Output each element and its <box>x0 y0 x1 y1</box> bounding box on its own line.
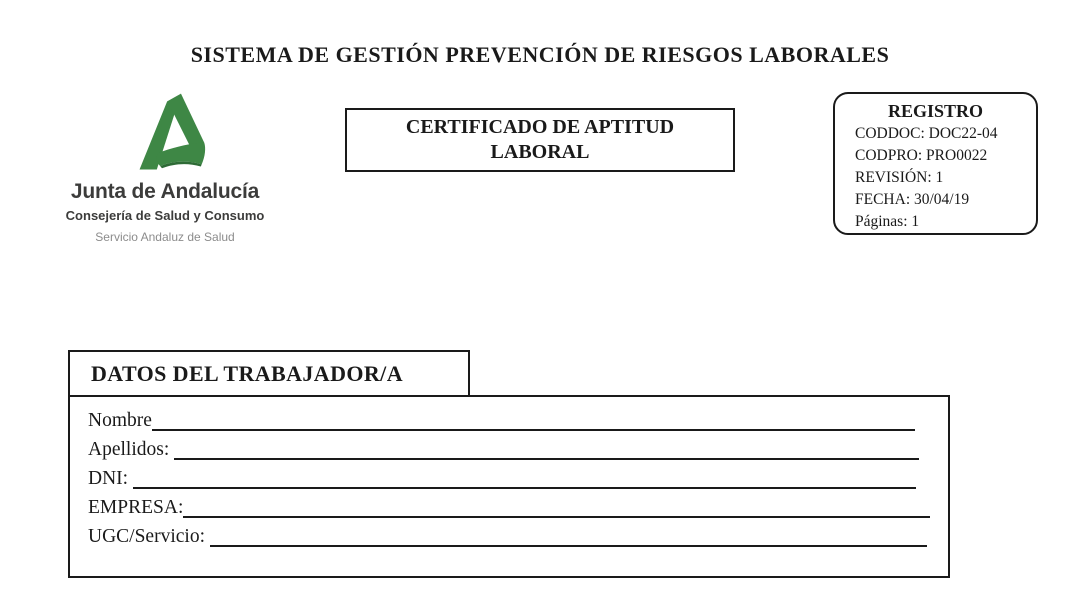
registro-revision: REVISIÓN: 1 <box>855 169 944 186</box>
logo-org-name: Junta de Andalucía <box>70 180 260 203</box>
field-blank-line-apellidos <box>174 435 919 460</box>
field-blank-line-dni <box>133 464 916 489</box>
worker-data-box <box>68 395 950 578</box>
field-row-dni <box>88 464 948 493</box>
field-label-apellidos: Apellidos: <box>88 439 175 460</box>
field-label-dni: DNI: <box>88 468 133 489</box>
junta-andalucia-a-icon <box>124 90 206 174</box>
registro-heading: REGISTRO <box>887 101 984 121</box>
registro-box <box>833 92 1038 235</box>
logo-department-name: Consejería de Salud y Consumo <box>65 208 265 223</box>
field-label-nombre: Nombre <box>88 410 152 431</box>
junta-andalucia-logo <box>64 90 266 244</box>
registro-coddoc: CODDOC: DOC22-04 <box>855 125 998 142</box>
logo-service-name: Servicio Andaluz de Salud <box>95 230 235 244</box>
document-system-title: SISTEMA DE GESTIÓN PREVENCIÓN DE RIESGOS LABORALES <box>190 42 890 67</box>
field-blank-line-ugc-servicio <box>210 522 927 547</box>
worker-section-heading: DATOS DEL TRABAJADOR/A <box>68 350 470 397</box>
field-row-ugc-servicio <box>88 522 948 551</box>
field-label-ugc-servicio: UGC/Servicio: <box>88 526 210 547</box>
field-row-empresa <box>88 493 948 522</box>
certificate-title: CERTIFICADO DE APTITUD LABORAL <box>405 116 675 163</box>
field-row-nombre <box>88 406 948 435</box>
field-row-apellidos <box>88 435 948 464</box>
certificate-title-box <box>345 108 735 172</box>
field-label-empresa: EMPRESA: <box>88 497 184 518</box>
field-blank-line-nombre <box>152 406 915 431</box>
registro-codpro: CODPRO: PRO0022 <box>855 147 988 164</box>
field-blank-line-empresa <box>183 493 930 518</box>
registro-fecha: FECHA: 30/04/19 <box>855 191 970 208</box>
registro-paginas: Páginas: 1 <box>855 213 920 230</box>
